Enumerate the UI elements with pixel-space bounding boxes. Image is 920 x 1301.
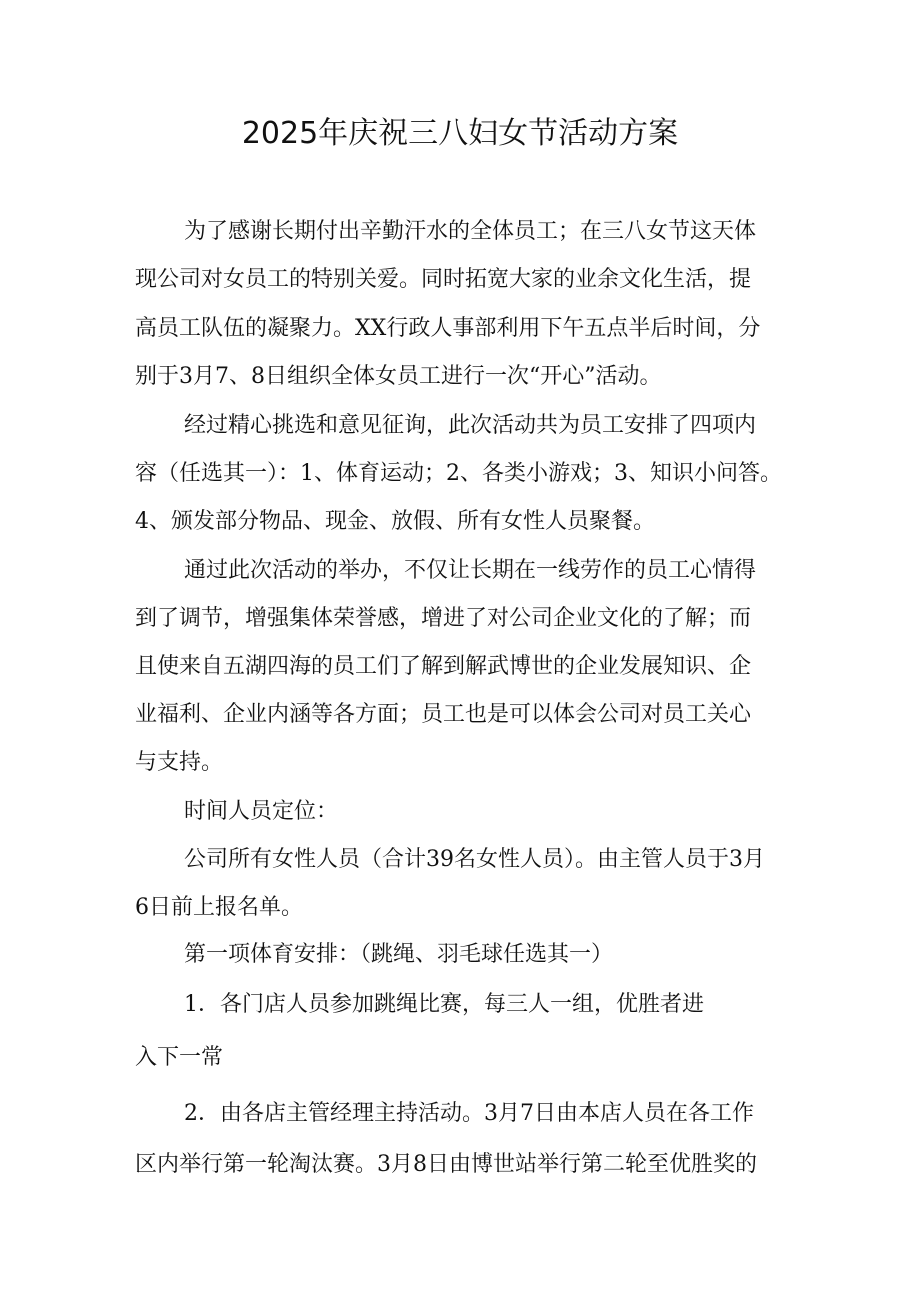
paragraph-line: 容（任选其一）：1、体育运动；2、各类小游戏；3、知识小问答。: [135, 461, 782, 486]
paragraph-line: 4、颁发部分物品、现金、放假、所有女性人员聚餐。: [135, 509, 655, 534]
section-heading: 时间人员定位：: [184, 799, 339, 824]
paragraph-line: 6日前上报名单。: [135, 895, 303, 920]
paragraph-line: 现公司对女员工的特别关爱。同时拓宽大家的业余文化生活，提: [135, 267, 752, 292]
paragraph-line: 为了感谢长期付出辛勤汗水的全体员工；在三八女节这天体: [184, 219, 757, 244]
paragraph-line: 且使来自五湖四海的员工们了解到解武博世的企业发展知识、企: [135, 654, 752, 679]
paragraph-line: 高员工队伍的凝聚力。XX行政人事部利用下午五点半后时间，分: [135, 316, 761, 341]
paragraph-line: 与支持。: [135, 750, 224, 775]
list-item-line: 2．由各店主管经理主持活动。3月7日由本店人员在各工作: [184, 1101, 754, 1126]
document-title: 2025年庆祝三八妇女节活动方案: [241, 116, 679, 151]
paragraph-line: 经过精心挑选和意见征询，此次活动共为员工安排了四项内: [184, 413, 757, 438]
paragraph-line: 到了调节，增强集体荣誉感，增进了对公司企业文化的了解；而: [135, 606, 752, 631]
paragraph-line: 通过此次活动的举办，不仅让长期在一线劳作的员工心情得: [184, 558, 757, 583]
paragraph-line: 公司所有女性人员（合计39名女性人员）。由主管人员于3月: [184, 847, 765, 872]
list-item-line: 区内举行第一轮淘汰赛。3月8日由博世站举行第二轮至优胜奖的: [135, 1152, 757, 1177]
paragraph-line: 业福利、企业内涵等各方面；员工也是可以体会公司对员工关心: [135, 702, 752, 727]
section-heading: 第一项体育安排：（跳绳、羽毛球任选其一）: [184, 942, 614, 967]
list-item-line: 入下一常: [135, 1045, 224, 1070]
paragraph-line: 别于3月7、8日组织全体女员工进行一次“开心”活动。: [135, 364, 662, 389]
list-item-line: 1．各门店人员参加跳绳比赛，每三人一组，优胜者进: [184, 992, 704, 1017]
